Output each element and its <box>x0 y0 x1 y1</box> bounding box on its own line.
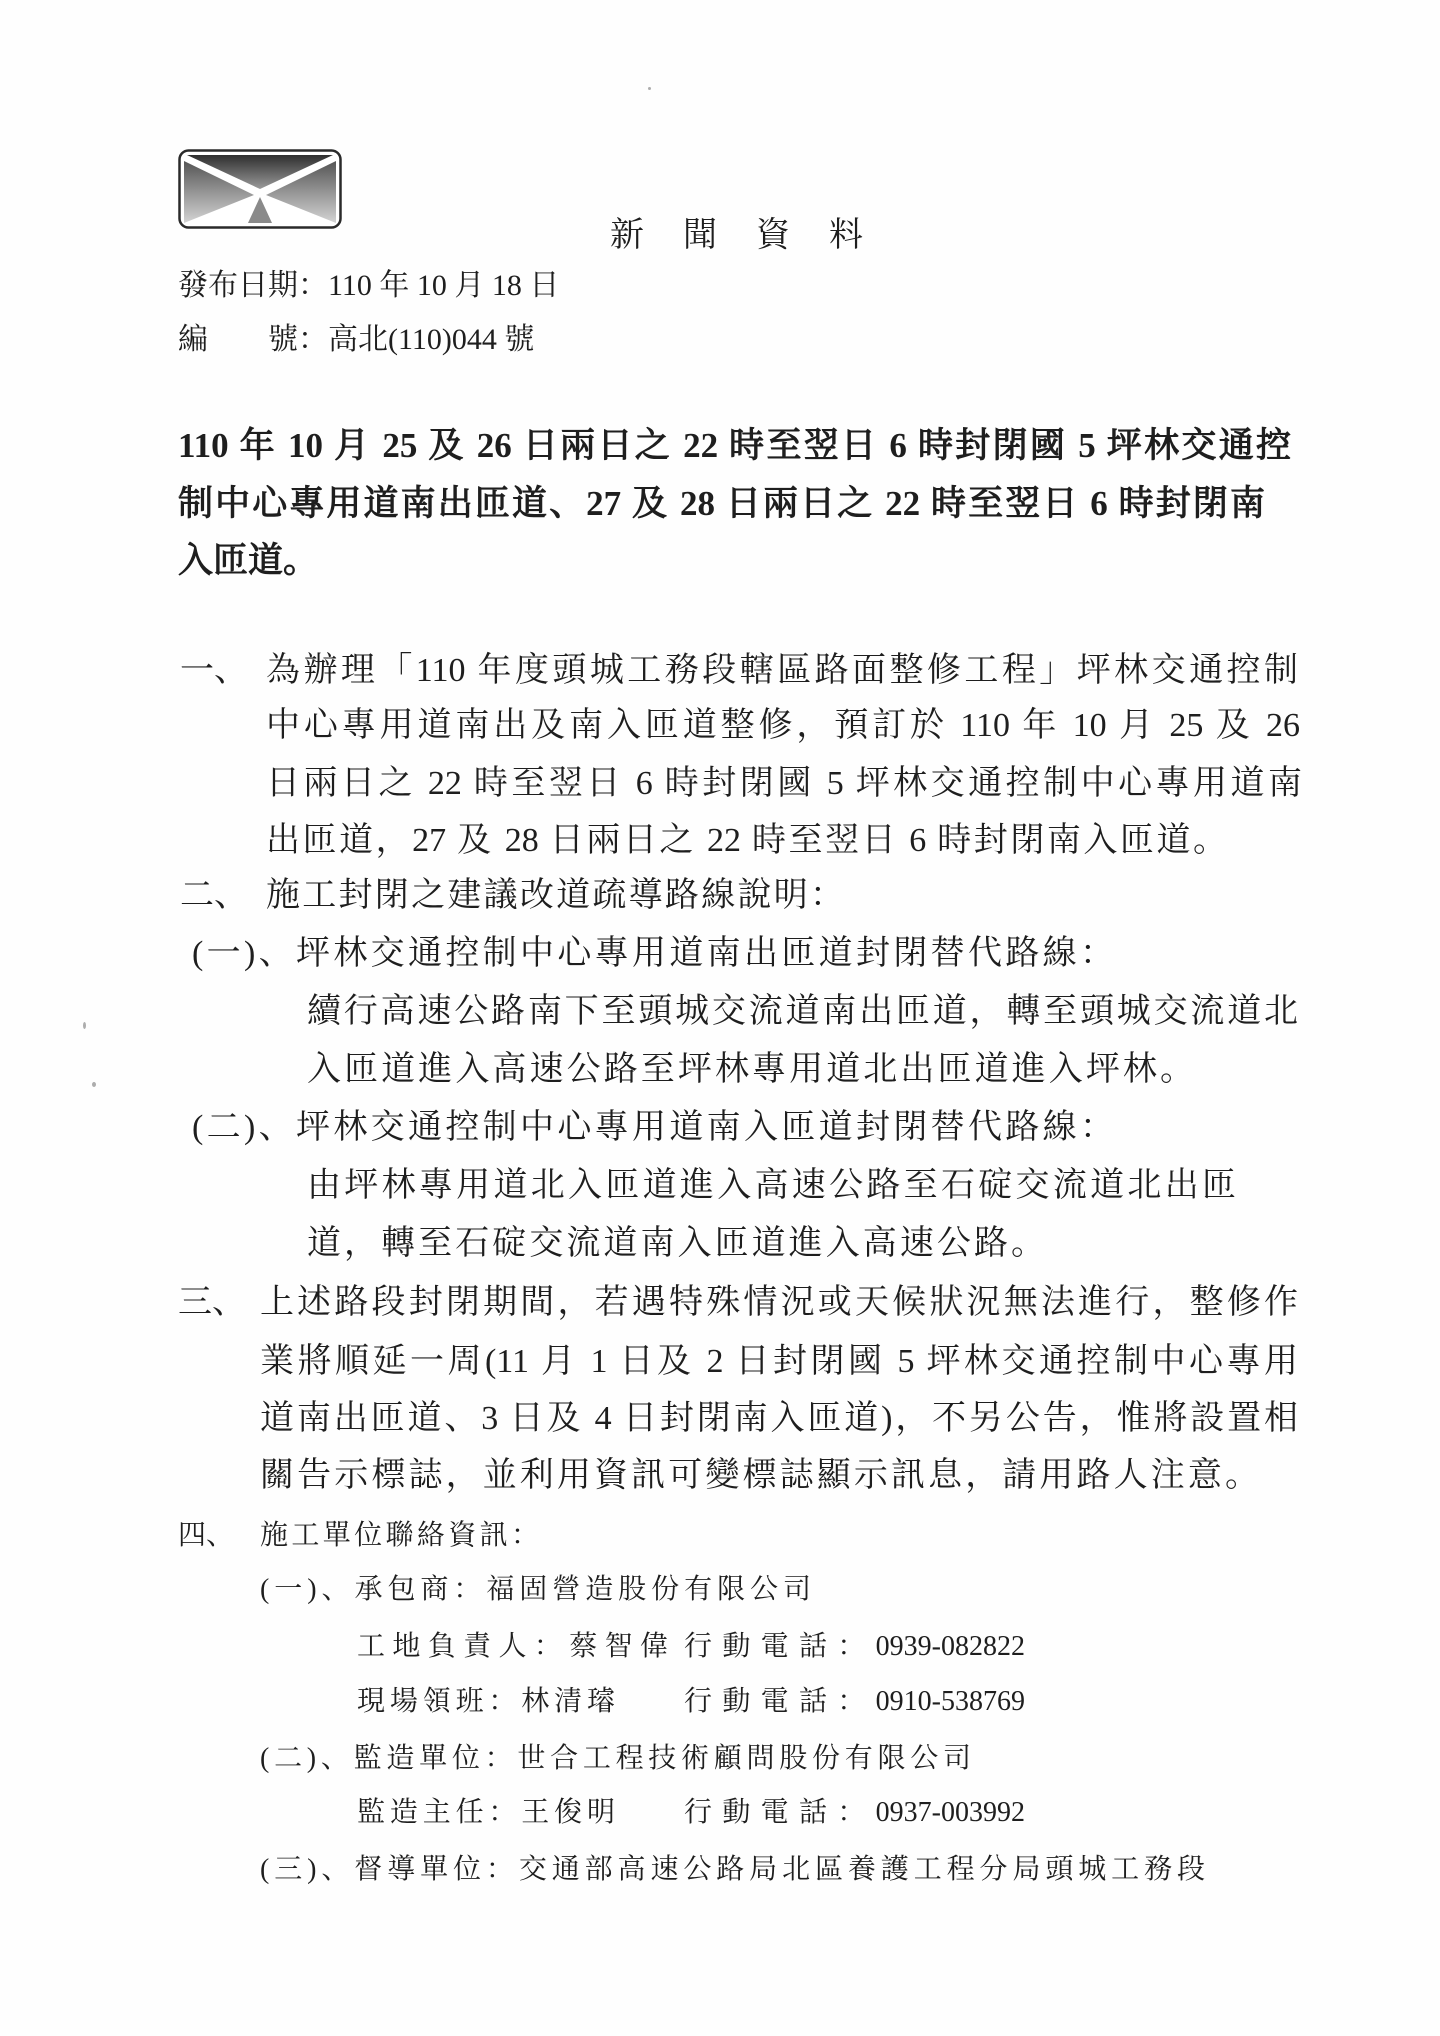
headline-line: 110 年 10 月 25 及 26 日兩日之 22 時至翌日 6 時封閉國 5 坪林交通控 <box>178 426 1291 465</box>
headline-line: 制中心專用道南出匝道、27 及 28 日兩日之 22 時至翌日 6 時封閉南 <box>178 484 1265 523</box>
paragraph-line: 業將順延一周(11 月 1 日及 2 日封閉國 5 坪林交通控制中心專用 <box>260 1343 1298 1380</box>
paragraph-line: 由坪林專用道北入匝道進入高速公路至石碇交流道北出匝 <box>307 1167 1236 1204</box>
subitem-title <box>260 1856 1205 1884</box>
contact-person: 工地負責人：蔡智偉 <box>357 1631 668 1662</box>
scan-speck <box>92 1082 96 1087</box>
scan-speck <box>83 1022 86 1029</box>
subitem-title <box>260 1745 971 1773</box>
paragraph-line: 日兩日之 22 時至翌日 6 時封閉國 5 坪林交通控制中心專用道南 <box>266 765 1302 802</box>
document-number <box>178 325 534 355</box>
paragraph-line: 道南出匝道、3 日及 4 日封閉南入匝道)，不另公告，惟將設置相 <box>260 1400 1298 1437</box>
freeway-bureau-logo-icon <box>178 149 342 229</box>
subitem-title <box>192 937 1114 971</box>
paragraph-line: 續行高速公路南下至頭城交流道南出匝道，轉至頭城交流道北 <box>307 993 1298 1030</box>
release-date <box>178 271 559 301</box>
scan-speck <box>648 87 651 90</box>
document-number-label: 編 號： <box>178 323 328 356</box>
contact-person: 現場領班：林清璿 <box>357 1686 615 1717</box>
subitem-marker: (一)、 <box>192 935 296 972</box>
contact-phone: 行動電話：0937-003992 <box>684 1797 1025 1828</box>
paragraph-line: 出匝道，27 及 28 日兩日之 22 時至翌日 6 時封閉南入匝道。 <box>266 822 1227 859</box>
subitem-marker: (二)、 <box>260 1743 354 1774</box>
paragraph-line: 施工封閉之建議改道疏導路線說明： <box>266 877 844 914</box>
contact-phone: 行動電話：0910-538769 <box>684 1686 1025 1717</box>
paragraph-line: 入匝道進入高速公路至坪林專用道北出匝道進入坪林。 <box>307 1051 1194 1088</box>
subitem-title-text: 坪林交通控制中心專用道南入匝道封閉替代路線： <box>295 1109 1114 1146</box>
paragraph-line: 施工單位聯絡資訊： <box>260 1520 539 1551</box>
release-date-label: 發布日期： <box>178 269 328 302</box>
subitem-title-text: 監造單位：世合工程技術顧問股份有限公司 <box>353 1743 971 1774</box>
item-marker: 一、 <box>180 652 248 689</box>
subitem-marker: (三)、 <box>260 1854 355 1885</box>
paragraph-line: 中心專用道南出及南入匝道整修，預訂於 110 年 10 月 25 及 26 <box>266 707 1300 744</box>
paragraph-line: 上述路段封閉期間，若遇特殊情況或天候狀況無法進行，整修作 <box>260 1284 1298 1321</box>
item-marker: 三、 <box>178 1284 246 1321</box>
paragraph-line: 關告示標誌，並利用資訊可變標誌顯示訊息，請用路人注意。 <box>260 1457 1259 1494</box>
subitem-title-text: 督導單位：交通部高速公路局北區養護工程分局頭城工務段 <box>354 1854 1205 1885</box>
document-title: 新 聞 資 料 <box>610 217 863 254</box>
paragraph-line: 為辦理「110 年度頭城工務段轄區路面整修工程」坪林交通控制 <box>266 652 1298 689</box>
subitem-marker: (一)、 <box>260 1574 355 1605</box>
subitem-marker: (二)、 <box>192 1109 296 1146</box>
contact-person: 監造主任：王俊明 <box>357 1797 615 1828</box>
subitem-title <box>192 1111 1114 1145</box>
subitem-title <box>260 1576 811 1604</box>
subitem-title-text: 坪林交通控制中心專用道南出匝道封閉替代路線： <box>295 935 1114 972</box>
subitem-title-text: 承包商：福固營造股份有限公司 <box>354 1574 811 1605</box>
item-marker: 二、 <box>180 877 248 914</box>
headline-line: 入匝道。 <box>178 541 319 580</box>
release-date-value: 110 年 10 月 18 日 <box>328 269 560 302</box>
document-number-value: 高北(110)044 號 <box>328 323 535 356</box>
item-marker: 四、 <box>178 1520 235 1551</box>
contact-phone: 行動電話：0939-082822 <box>684 1631 1025 1662</box>
paragraph-line: 道，轉至石碇交流道南入匝道進入高速公路。 <box>307 1225 1045 1262</box>
